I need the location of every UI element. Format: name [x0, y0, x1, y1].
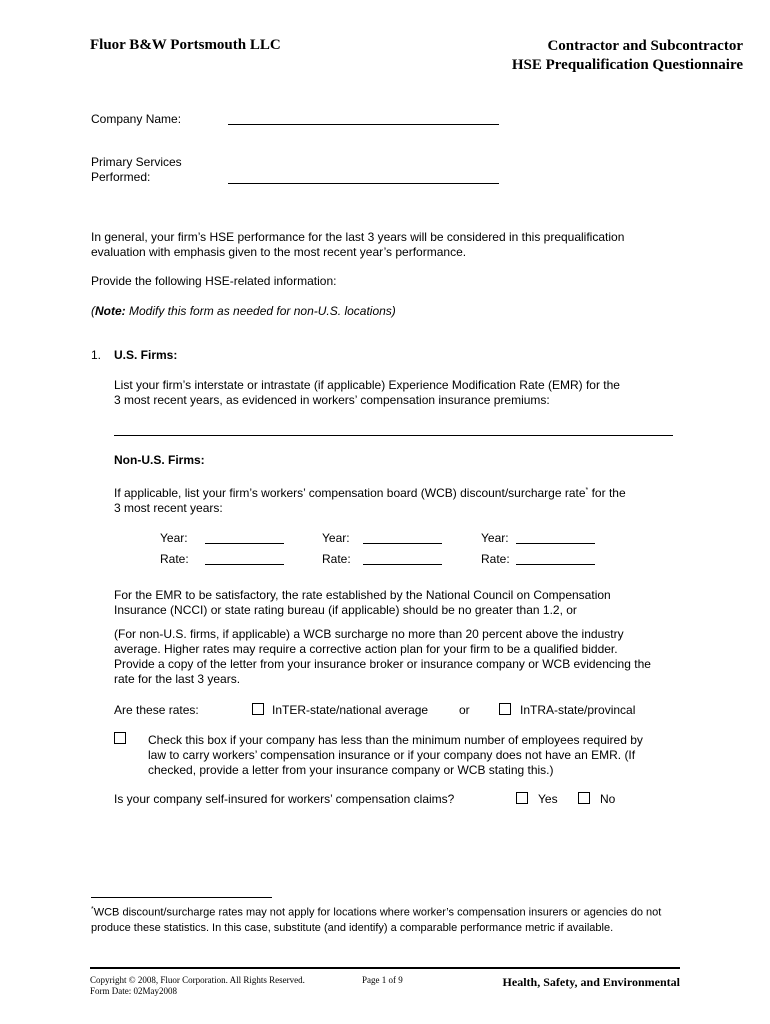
us-firms-heading: U.S. Firms: — [114, 348, 178, 362]
year-label-2: Year: — [322, 531, 350, 545]
copyright-block — [90, 975, 305, 997]
or-text: or — [459, 703, 470, 717]
footnote-divider — [91, 897, 272, 898]
provide-info-text: Provide the following HSE-related information: — [91, 274, 337, 288]
primary-services-label-line1: Primary Services — [91, 155, 182, 169]
wcb-criteria — [114, 627, 651, 687]
rate-label-2: Rate: — [322, 552, 351, 566]
wcb-criteria-line1: (For non-U.S. firms, if applicable) a WCB surcharge no more than 20 percent above the industry — [114, 627, 624, 641]
year-field-2[interactable] — [363, 530, 442, 544]
intra-state-label: InTRA-state/provincal — [520, 703, 636, 717]
non-us-firms-instructions — [114, 483, 626, 516]
year-field-3[interactable] — [516, 530, 595, 544]
form-date: Form Date: 02May2008 — [90, 986, 177, 996]
us-firms-line2: 3 most recent years, as evidenced in workers’ compensation insurance premiums: — [114, 393, 550, 407]
intro-line1: In general, your firm’s HSE performance for the last 3 years will be considered in this prequalification — [91, 230, 625, 244]
form-title — [512, 37, 743, 75]
no-checkbox[interactable] — [578, 792, 590, 804]
primary-services-label-line2: Performed: — [91, 170, 151, 184]
non-us-firms-heading: Non-U.S. Firms: — [114, 453, 205, 467]
intro-paragraph — [91, 230, 624, 260]
wcb-criteria-line4: rate for the last 3 years. — [114, 672, 241, 686]
rate-label-1: Rate: — [160, 552, 189, 566]
exemption-checkbox[interactable] — [114, 732, 126, 744]
intra-state-checkbox[interactable] — [499, 703, 511, 715]
inter-state-label: InTER-state/national average — [272, 703, 429, 717]
intro-line2: evaluation with emphasis given to the most recent year’s performance. — [91, 245, 467, 259]
form-title-line2: HSE Prequalification Questionnaire — [511, 57, 743, 73]
footnote-marker: * — [585, 487, 589, 494]
inter-state-checkbox[interactable] — [252, 703, 264, 715]
year-field-1[interactable] — [205, 530, 284, 544]
note-text — [91, 304, 396, 319]
emr-field[interactable] — [114, 422, 673, 436]
note-body: Modify this form as needed for non-U.S. locations) — [125, 304, 396, 318]
section-number: 1. — [91, 348, 102, 362]
footer-divider — [90, 967, 680, 969]
emr-criteria — [114, 588, 611, 618]
non-us-line1-tail: for the — [588, 486, 626, 500]
wcb-criteria-line2: average. Higher rates may require a corrective action plan for your firm to be a qualified bidder. — [114, 642, 618, 656]
us-firms-instructions — [114, 378, 620, 408]
rates-question: Are these rates: — [114, 703, 199, 717]
rate-field-1[interactable] — [205, 551, 284, 565]
yes-checkbox[interactable] — [516, 792, 528, 804]
non-us-line1-text: If applicable, list your firm’s workers’ compensation board (WCB) discount/surcharge rate — [114, 486, 586, 500]
no-label: No — [600, 792, 616, 806]
footnote-line2: produce these statistics. In this case, substitute (and identify) a comparable performance metric if available. — [91, 921, 614, 934]
emr-criteria-line2: Insurance (NCCI) or state rating bureau (if applicable) should be no greater than 1.2, or — [114, 603, 577, 617]
footer-section-title: Health, Safety, and Environmental — [502, 975, 680, 989]
year-label-3: Year: — [481, 531, 509, 545]
exemption-line1: Check this box if your company has less than the minimum number of employees required by — [148, 733, 643, 747]
company-header: Fluor B&W Portsmouth LLC — [90, 37, 281, 53]
note-label: Note: — [95, 304, 126, 318]
yes-label: Yes — [538, 792, 558, 806]
us-firms-line1: List your firm’s interstate or intrastate (if applicable) Experience Modification Rate (EMR) for the — [114, 378, 620, 392]
footnote-line1 — [91, 902, 661, 921]
footnote-mark: * — [91, 906, 94, 913]
exemption-text — [148, 733, 643, 778]
copyright-text: Copyright © 2008, Fluor Corporation. All Rights Reserved. — [90, 975, 305, 985]
non-us-firms-line2: 3 most recent years: — [114, 501, 223, 515]
primary-services-field[interactable] — [228, 170, 499, 184]
emr-criteria-line1: For the EMR to be satisfactory, the rate established by the National Council on Compensation — [114, 588, 611, 602]
form-title-line1: Contractor and Subcontractor — [547, 38, 743, 54]
self-insured-question: Is your company self-insured for workers’ compensation claims? — [114, 792, 455, 806]
footnote-text1: WCB discount/surcharge rates may not apply for locations where worker’s compensation insurers or agencies do not — [93, 906, 662, 919]
company-name-label: Company Name: — [91, 112, 182, 126]
rate-field-2[interactable] — [363, 551, 442, 565]
year-label-1: Year: — [160, 531, 188, 545]
note-open: ( — [91, 304, 95, 318]
footnote — [91, 902, 661, 936]
rate-field-3[interactable] — [516, 551, 595, 565]
exemption-line2: law to carry workers’ compensation insurance or if your company does not have an EMR. (If — [148, 748, 636, 762]
page-number: Page 1 of 9 — [362, 975, 403, 985]
exemption-line3: checked, provide a letter from your insurance company or WCB stating this.) — [148, 763, 554, 777]
company-name-field[interactable] — [228, 111, 499, 125]
non-us-firms-line1 — [114, 483, 626, 501]
wcb-criteria-line3: Provide a copy of the letter from your insurance broker or insurance company or WCB evidencing the — [114, 657, 651, 671]
rate-label-3: Rate: — [481, 552, 510, 566]
primary-services-label — [91, 155, 182, 185]
